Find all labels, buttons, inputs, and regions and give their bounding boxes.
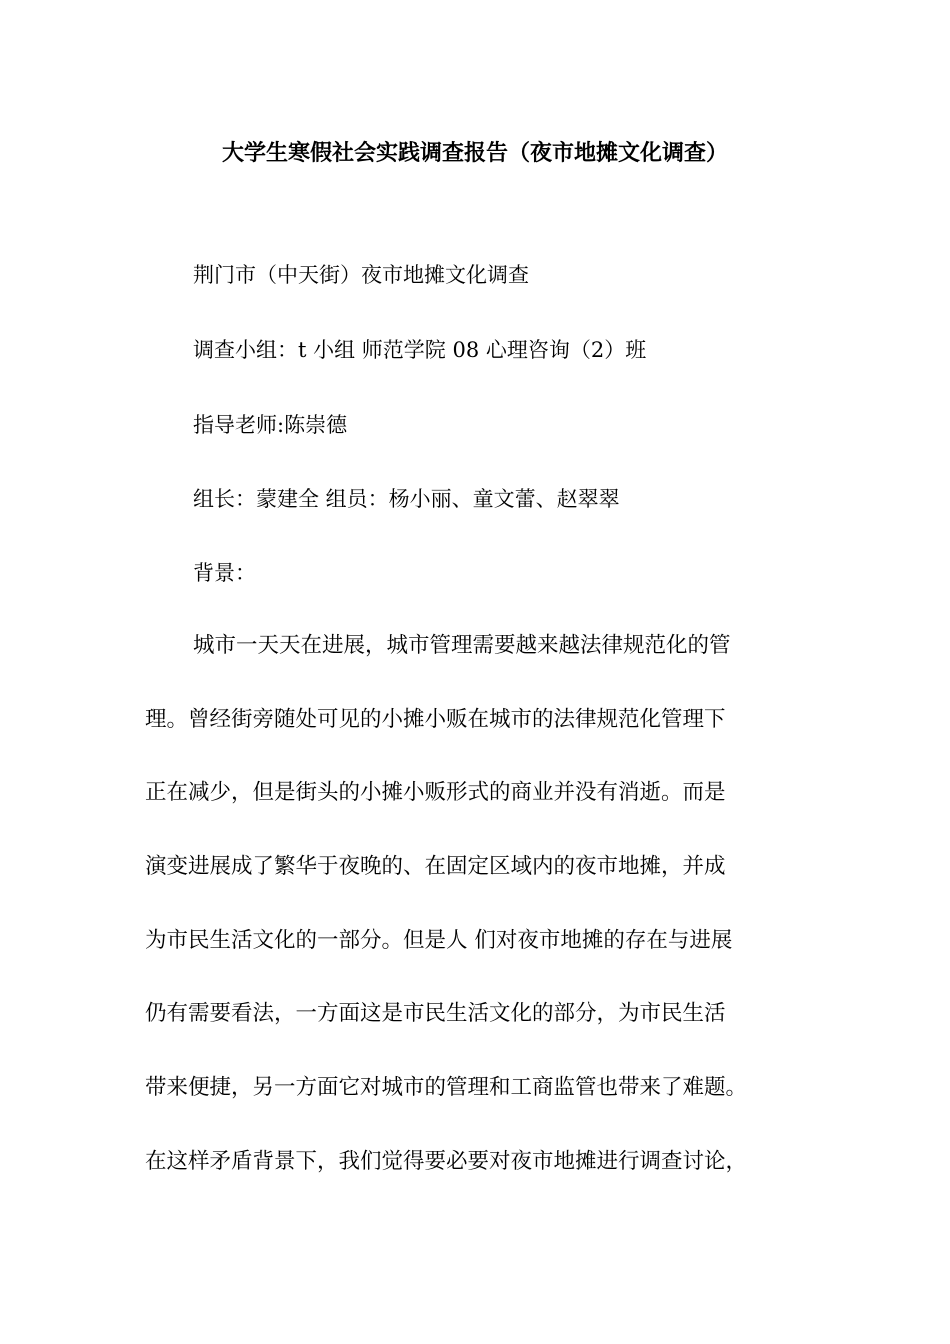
survey-members: 组长：蒙建全 组员：杨小丽、童文蕾、赵翠翠	[193, 487, 620, 511]
paragraph-line: 在这样矛盾背景下，我们觉得要必要对夜市地摊进行调查讨论，	[145, 1148, 748, 1174]
background-paragraph	[145, 631, 835, 1221]
paragraph-line: 仍有需要看法，一方面这是市民生活文化的部分，为市民生活	[145, 1001, 726, 1027]
paragraph-line: 为市民生活文化的一部分。但是人 们对夜市地摊的存在与进展	[145, 927, 733, 953]
survey-advisor: 指导老师:陈崇德	[193, 413, 348, 437]
paragraph-line: 带来便捷，另一方面它对城市的管理和工商监管也带来了难题。	[145, 1075, 748, 1101]
paragraph-line: 演变进展成了繁华于夜晚的、在固定区域内的夜市地摊，并成	[145, 854, 726, 880]
survey-team: 调查小组：t 小组 师范学院 08 心理咨询（2）班	[193, 338, 647, 362]
document-title: 大学生寒假社会实践调查报告（夜市地摊文化调查）	[221, 140, 728, 166]
background-heading: 背景：	[193, 561, 256, 585]
survey-subtitle: 荆门市（中天街）夜市地摊文化调查	[193, 263, 529, 287]
paragraph-line: 正在减少，但是街头的小摊小贩形式的商业并没有消逝。而是	[145, 780, 726, 806]
paragraph-line: 理。曾经街旁随处可见的小摊小贩在城市的法律规范化管理下	[145, 706, 726, 732]
paragraph-line: 城市一天天在进展，城市管理需要越来越法律规范化的管	[193, 633, 731, 658]
